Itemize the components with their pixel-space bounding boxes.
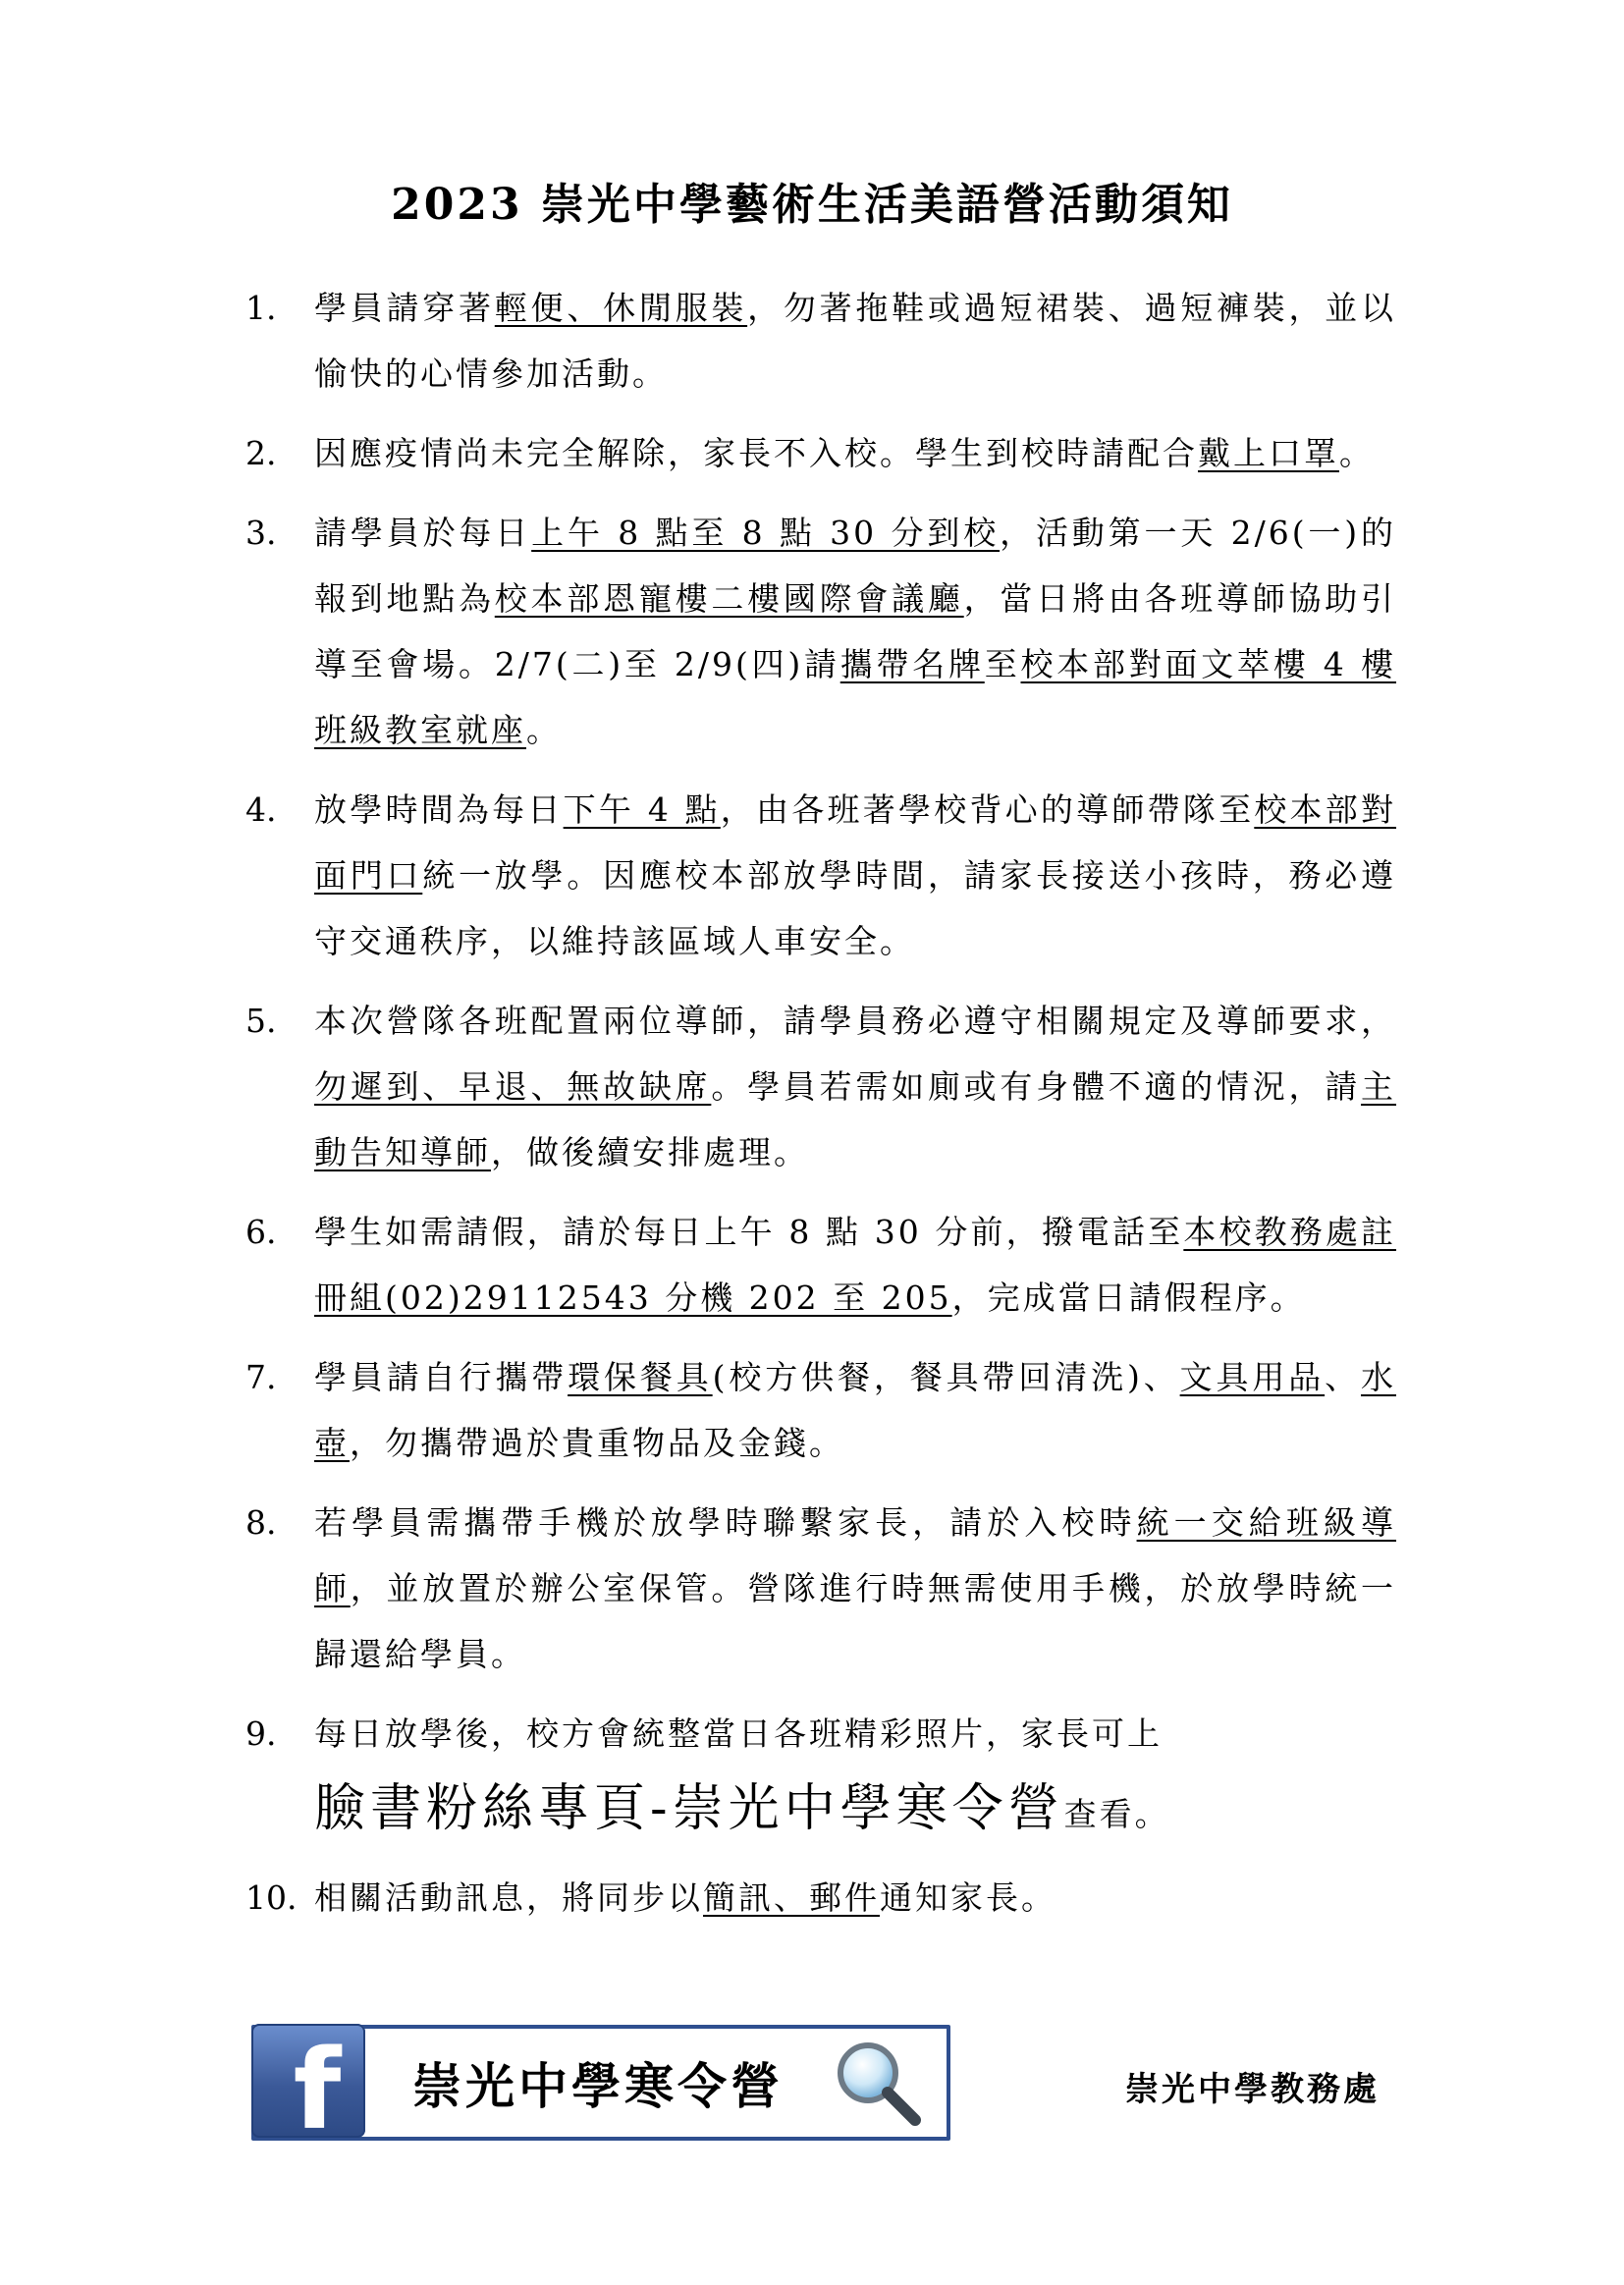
emphasis-text: 攜帶名牌 — [839, 645, 985, 683]
item-text — [314, 1701, 1396, 1851]
item-text — [314, 275, 1396, 407]
item-text — [314, 420, 1396, 486]
text-run: ，並放置於辦公室保管。營隊進行時無需使用手機，於放學時統一歸還給學員。 — [314, 1569, 1397, 1673]
text-run: 。 — [1339, 434, 1375, 472]
item-number: 3. — [245, 514, 277, 552]
item-text — [314, 1490, 1396, 1687]
item-text — [314, 988, 1396, 1185]
emphasis-text: 下午 4 點 — [563, 790, 721, 829]
emphasis-text: 勿遲到、早退、無故缺席 — [314, 1067, 712, 1106]
text-run: 、 — [1325, 1358, 1361, 1396]
text-run: 通知家長。 — [880, 1878, 1056, 1917]
text-run: ，做後續安排處理。 — [491, 1133, 809, 1171]
notice-list — [245, 275, 1396, 1944]
list-item — [245, 420, 1396, 486]
item-number: 5. — [245, 1002, 277, 1040]
text-run: 。學員若需如廁或有身體不適的情況，請 — [711, 1067, 1362, 1106]
emphasis-text: 主動告知導師 — [314, 1067, 1397, 1171]
item-number: 4. — [245, 790, 277, 829]
text-run: 放學時間為每日 — [314, 790, 564, 829]
issuer-signature: 崇光中學教務處 — [1125, 2070, 1380, 2109]
text-run: ，當日將由各班導師協助引導至會場。2/7(二)至 2/9(四)請 — [314, 579, 1397, 683]
emphasis-text: 校本部恩寵樓二樓國際會議廳 — [494, 579, 964, 618]
list-item — [245, 1490, 1396, 1687]
item-number: 6. — [245, 1213, 277, 1251]
facebook-search-banner — [251, 2025, 950, 2154]
list-item — [245, 275, 1396, 407]
text-run: 學員請穿著 — [314, 289, 495, 327]
facebook-page-name: 崇光中學寒令營 — [412, 2058, 784, 2115]
text-run: ，活動第一天 2/6(一)的報到地點為 — [314, 514, 1397, 618]
emphasis-text: 校本部對面門口 — [314, 790, 1397, 895]
facebook-icon — [251, 2024, 365, 2154]
text-run: 至 — [984, 645, 1021, 683]
item-number: 7. — [245, 1358, 277, 1396]
item-number: 2. — [245, 434, 277, 472]
text-run: 。 — [526, 711, 562, 749]
emphasis-text: 文具用品 — [1179, 1358, 1326, 1396]
emphasis-text: 校本部對面文萃樓 4 樓班級教室就座 — [314, 645, 1397, 749]
page-title: 2023 崇光中學藝術生活美語營活動須知 — [391, 180, 1233, 230]
emphasis-text: 輕便、休閒服裝 — [494, 289, 748, 327]
item-text — [314, 500, 1396, 763]
item-text — [314, 1199, 1396, 1331]
item-number: 9. — [245, 1714, 277, 1753]
emphasis-text: 本校教務處註冊組(02)29112543 分機 202 至 205 — [314, 1213, 1397, 1317]
search-icon — [833, 2038, 923, 2128]
text-run: 學生如需請假，請於每日上午 8 點 30 分前，撥電話至 — [314, 1213, 1184, 1251]
list-item — [245, 1344, 1396, 1476]
text-run: 因應疫情尚未完全解除，家長不入校。學生到校時請配合 — [314, 434, 1198, 472]
text-run: 統一放學。因應校本部放學時間，請家長接送小孩時，務必遵守交通秩序，以維持該區域人車安全。 — [314, 856, 1397, 960]
text-run: 每日放學後，校方會統整當日各班精彩照片，家長可上 — [314, 1714, 1163, 1753]
text-run: (校方供餐，餐具帶回清洗)、 — [712, 1358, 1180, 1396]
text-run: 查看。 — [1063, 1795, 1170, 1833]
text-run: ，完成當日請假程序。 — [951, 1279, 1306, 1317]
item-text — [314, 1344, 1396, 1476]
list-item — [245, 1865, 1396, 1931]
text-run: 請學員於每日 — [314, 514, 532, 552]
item-text — [314, 777, 1396, 974]
text-run: 學員請自行攜帶 — [314, 1358, 568, 1396]
item-number: 8. — [245, 1503, 277, 1542]
list-item — [245, 500, 1396, 763]
list-item — [245, 1701, 1396, 1851]
facebook-logo-letter: f — [293, 2027, 342, 2154]
emphasis-text: 戴上口罩 — [1198, 434, 1339, 472]
text-run: ，勿著拖鞋或過短裙裝、過短褲裝，並以愉快的心情參加活動。 — [314, 289, 1397, 393]
text-run: ，由各班著學校背心的導師帶隊至 — [720, 790, 1255, 829]
list-item — [245, 988, 1396, 1185]
emphasis-text: 上午 8 點至 8 點 30 分到校 — [531, 514, 1001, 552]
emphasis-text: 簡訊、郵件 — [703, 1878, 880, 1917]
list-item — [245, 777, 1396, 974]
item-number: 10. — [245, 1878, 298, 1917]
facebook-page-callout: 臉書粉絲專頁-崇光中學寒令營 — [314, 1779, 1064, 1838]
text-run: ，勿攜帶過於貴重物品及金錢。 — [350, 1424, 844, 1462]
text-run: 若學員需攜帶手機於放學時聯繫家長，請於入校時 — [314, 1503, 1137, 1542]
emphasis-text: 水壺 — [314, 1358, 1396, 1462]
emphasis-text: 統一交給班級導師 — [314, 1503, 1397, 1607]
emphasis-text: 環保餐具 — [568, 1358, 713, 1396]
text-run: 相關活動訊息，將同步以 — [314, 1878, 703, 1917]
item-number: 1. — [245, 289, 277, 327]
text-run: 本次營隊各班配置兩位導師，請學員務必遵守相關規定及導師要求， — [314, 1002, 1396, 1040]
item-text — [314, 1865, 1396, 1931]
list-item — [245, 1199, 1396, 1331]
